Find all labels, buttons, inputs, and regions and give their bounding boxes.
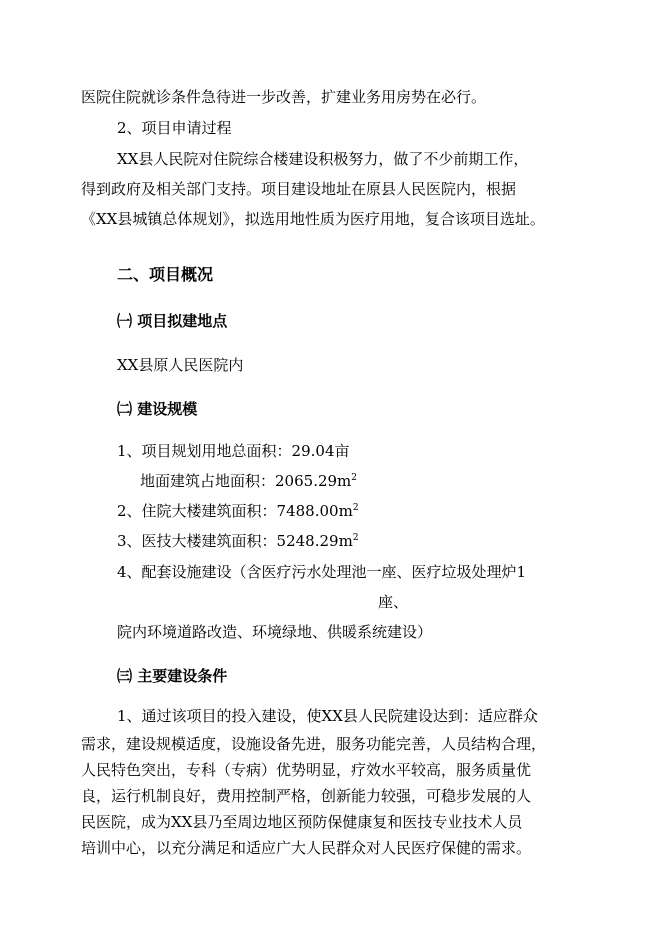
paragraph-line: 民医院，成为XX县乃至周边地区预防保健康复和医技专业技术人员	[81, 813, 523, 831]
paragraph-line: 《XX县城镇总体规划》，拟选用地性质为医疗用地，复合该项目选址。	[81, 210, 545, 228]
subheading-application-process: 2、项目申请过程	[117, 119, 232, 137]
scale-item-value: 7488.00m	[276, 502, 353, 520]
scale-item-4-line: 座、	[378, 593, 409, 611]
subsection-heading-location: ㈠ 项目拟建地点	[117, 312, 228, 330]
scale-item-label: 3、医技大楼建筑面积：	[117, 532, 277, 550]
unit-superscript: 2	[352, 533, 359, 543]
scale-item-value: 5248.29m	[276, 532, 353, 550]
paragraph-line: XX县人民院对住院综合楼建设积极努力，做了不少前期工作，	[117, 150, 529, 168]
scale-item-4-line: 院内环境道路改造、环境绿地、供暖系统建设）	[117, 623, 433, 641]
scale-item-4-line: 4、配套设施建设（含医疗污水处理池一座、医疗垃圾处理炉1	[117, 563, 527, 581]
subsection-heading-scale: ㈡ 建设规模	[117, 400, 198, 418]
paragraph-line: 1、通过该项目的投入建设，使XX县人民院建设达到：适应群众	[117, 707, 538, 725]
unit-superscript: 2	[351, 473, 358, 483]
section-title: 二、项目概况	[117, 265, 214, 284]
paragraph-line: 培训中心，以充分满足和适应广大人民群众对人民医疗保健的需求。	[81, 839, 532, 857]
paragraph-line: 医院住院就诊条件急待进一步改善，扩建业务用房势在必行。	[81, 88, 487, 106]
paragraph-line: 人民特色突出，专科（专病）优势明显，疗效水平较高，服务质量优	[81, 761, 532, 779]
scale-item-label: 地面建筑占地面积：	[140, 472, 276, 490]
paragraph-line: 得到政府及相关部门支持。项目建设地址在原县人民医院内，根据	[81, 180, 517, 198]
scale-item	[117, 441, 350, 461]
paragraph-line: 需求，建设规模适度，设施设备先进，服务功能完善，人员结构合理，	[81, 735, 547, 753]
scale-item	[140, 471, 357, 491]
scale-item-label: 2、住院大楼建筑面积：	[117, 502, 277, 520]
paragraph-line: 良，运行机制良好，费用控制严格，创新能力较强，可稳步发展的人	[81, 787, 532, 805]
unit-superscript: 2	[352, 503, 359, 513]
scale-item	[117, 531, 359, 551]
subsection-heading-conditions: ㈢ 主要建设条件	[117, 667, 228, 685]
scale-item-value: 2065.29m	[275, 472, 352, 490]
location-text: XX县原人民医院内	[117, 356, 244, 374]
scale-item	[117, 501, 359, 521]
scale-item-value: 29.04亩	[291, 442, 350, 460]
scale-item-label: 1、项目规划用地总面积：	[117, 442, 292, 460]
